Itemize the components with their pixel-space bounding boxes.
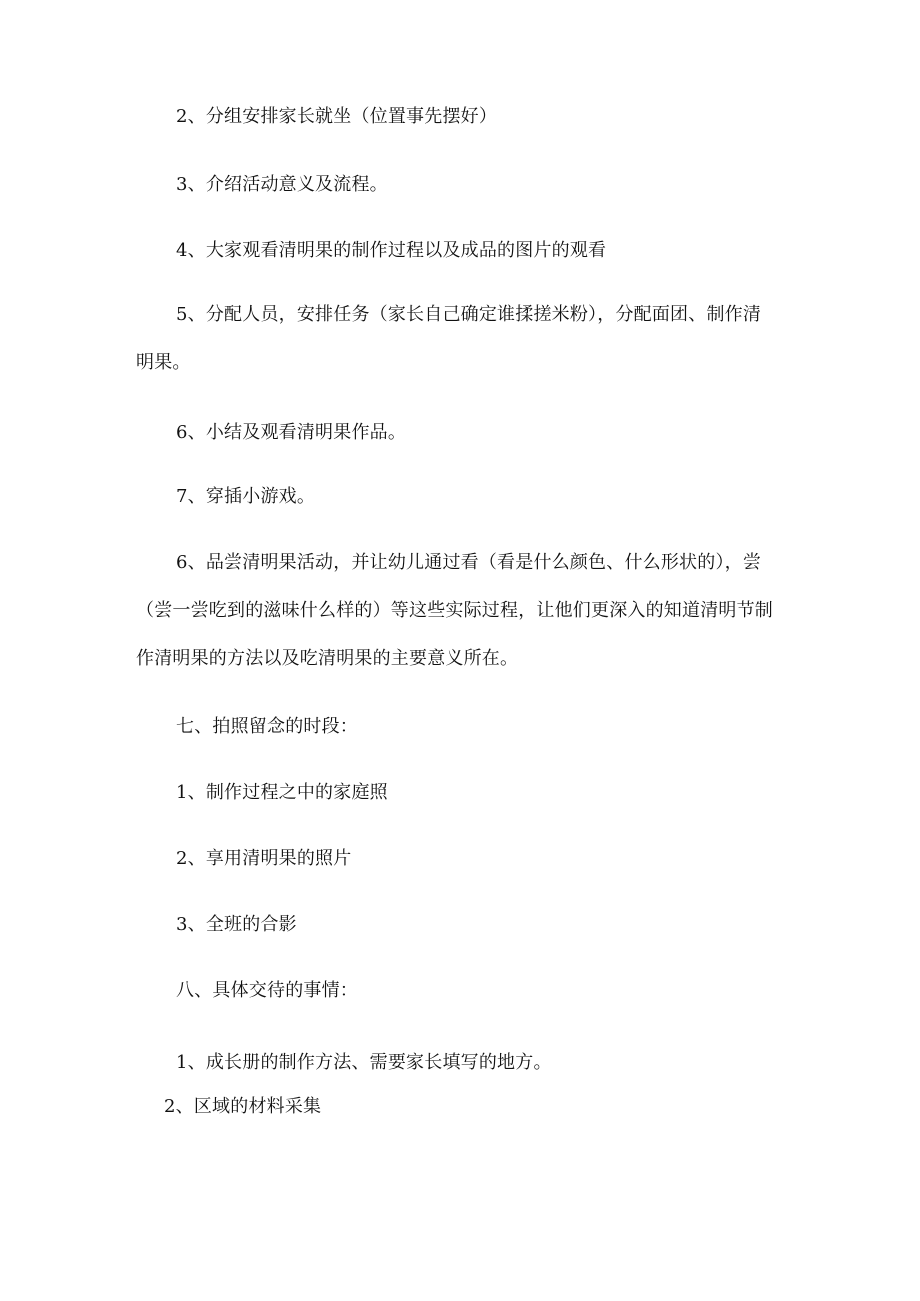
item-line-7-game: 7、穿插小游戏。 — [176, 486, 316, 507]
item-line-5-assign-a: 5、分配人员，安排任务（家长自己确定谁揉搓米粉），分配面团、制作清 — [176, 304, 762, 325]
item-line-6-tasting-b: （尝一尝吃到的滋味什么样的）等这些实际过程，让他们更深入的知道清明节制 — [136, 600, 773, 621]
matter-item-2: 2、区域的材料采集 — [164, 1096, 322, 1117]
item-line-6-summary: 6、小结及观看清明果作品。 — [176, 422, 407, 443]
item-line-6-tasting-a: 6、品尝清明果活动，并让幼儿通过看（看是什么颜色、什么形状的），尝 — [176, 552, 762, 573]
photo-item-3: 3、全班的合影 — [176, 914, 297, 935]
item-line-3-intro: 3、介绍活动意义及流程。 — [176, 174, 388, 195]
photo-item-2: 2、享用清明果的照片 — [176, 848, 352, 869]
item-line-6-tasting-c: 作清明果的方法以及吃清明果的主要意义所在。 — [136, 648, 519, 669]
photo-item-1: 1、制作过程之中的家庭照 — [176, 782, 388, 803]
item-line-4-watch: 4、大家观看清明果的制作过程以及成品的图片的观看 — [176, 240, 607, 261]
section-heading-7-photos: 七、拍照留念的时段： — [176, 716, 358, 737]
item-line-2-seating: 2、分组安排家长就坐（位置事先摆好） — [176, 106, 498, 127]
section-heading-8-matters: 八、具体交待的事情： — [176, 980, 358, 1001]
matter-item-1: 1、成长册的制作方法、需要家长填写的地方。 — [176, 1052, 552, 1073]
item-line-5-assign-b: 明果。 — [136, 352, 191, 373]
